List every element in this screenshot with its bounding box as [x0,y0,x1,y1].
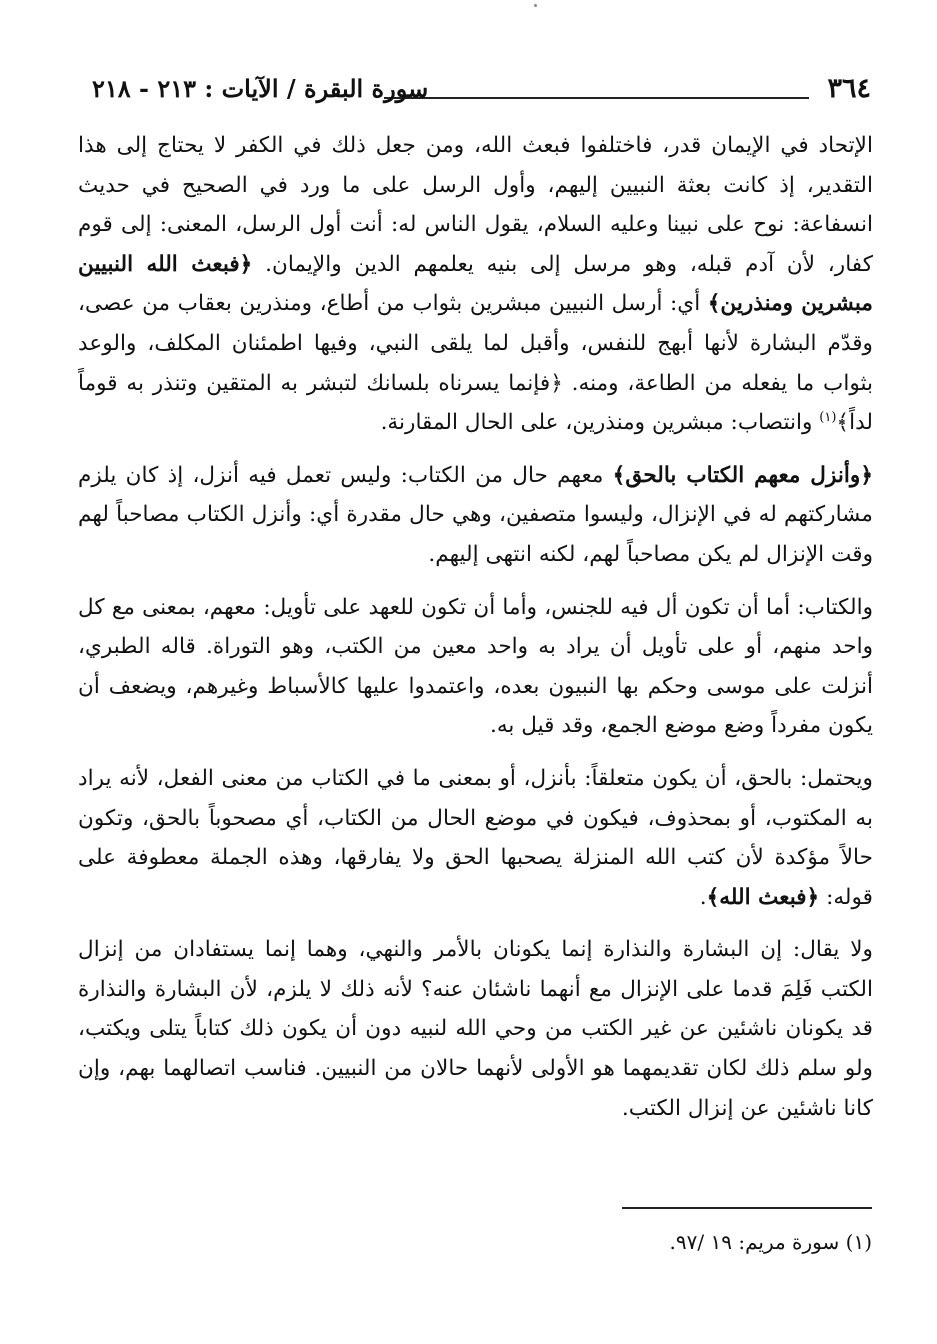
paragraph [78,456,873,575]
paragraph-text: أي: أرسل النبيين مبشرين بثواب من أطاع، ومنذرين بعقاب من عصى، وقدّم البشارة لأنها أبهج للنفس، وأقبل لما يلقى النبي، وفيها اطمئنان المكلف، والوعد بثواب ما يفعله من الطاعة، ومنه. [78,291,873,396]
paragraph [78,930,873,1128]
paragraph [78,126,873,443]
quranic-quote: ﴿فبعث الله﴾ [706,884,820,910]
page-header [92,70,871,110]
footnote: (١) سورة مريم: ١٩ /٩٧. [669,1230,872,1254]
quranic-quote: ﴿وأنزل معهم الكتاب بالحق﴾ [612,462,873,488]
body-text [78,126,873,1128]
paragraph-text: ويحتمل: بالحق، أن يكون متعلقاً: بأنزل، أو بمعنى ما في الكتاب من معنى الفعل، لأنه يراد به المكتوب، أو بمحذوف، فيكون في موضع الحال من الكتاب، أي مصحوباً بالحق، وتكون حالاً مؤكدة لأن كتب الله المنزلة يصحبها الحق ولا يفارقها، وهذه الجملة معطوفة على قوله: [78,765,873,910]
header-rule [384,97,809,99]
paragraph-text: . [699,884,707,910]
quranic-quote: ﴿فإنما يسرناه بلسانك لتبشر به المتقين وتنذر به قوماً لداً﴾ [78,370,873,436]
paragraph-text: الإتحاد في الإيمان قدر، فاختلفوا فبعث الله، ومن جعل ذلك في الكفر لا يحتاج إلى هذا التقدير، إذ كانت بعثة النبيين إليهم، وأول الرسل على ما ورد في الصحيح في حديث انسفاعة: نوح على نبينا وعليه السلام، يقول الناس له: أنت أول الرسل، المعنى: إلى قوم كفار، لأن آدم قبله، وهو مرسل إلى بنيه يعلمهم الدين والإيمان. [78,133,873,277]
paragraph-text: وانتصاب: مبشرين ومنذرين، على الحال المقارنة. [380,410,820,436]
footnote-rule [622,1207,872,1209]
quranic-quote: ﴿فبعث الله النبيين مبشرين ومنذرين﴾ [78,251,873,317]
paragraph-text: والكتاب: أما أن تكون أل فيه للجنس، وأما أن تكون للعهد على تأويل: معهم، بمعنى مع كل واحد منهم، أو على تأويل أن يراد به واحد معين من الكتب، وهو التوراة. قاله الطبري، أنزلت على موسى وحكم بها النبيون بعده، واعتمدوا عليها كالأسباط وغيرهم، ويضعف أن يكون مفرداً وضع موضع الجمع، وقد قيل به. [78,594,873,739]
paragraph [78,588,873,746]
running-title: سورة البقرة / الآيات : ٢١٣ - ٢١٨ [92,74,429,103]
paragraph-text: ولا يقال: إن البشارة والنذارة إنما يكونان بالأمر والنهي، وهما إنما يستفادان من إنزال الكتب فَلِمَ قدما على الإنزال مع أنهما ناشئان عنه؟ لأنه ذلك لا يلزم، لأن البشارة والنذارة قد يكونان ناشئين عن غير الكتب من وحي الله لنبيه دون أن يكون ذلك كتاباً يتلى ويكتب، ولو سلم ذلك لكان تقديمهما هو الأولى لأنهما حالان من النبيين. فناسب اتصالهما بهم، وإن كانا ناشئين عن إنزال الكتب. [78,937,873,1121]
paragraph [78,759,873,917]
paragraph-text: معهم حال من الكتاب: وليس تعمل فيه أنزل، إذ كان يلزم مشاركتهم له في الإنزال، وليسوا متصفين، وهي حال مقدرة أي: وأنزل الكتاب مصاحباً لهم وقت الإنزال لم يكن مصاحباً لهم، لكنه انتهى إليهم. [78,462,873,567]
page-number: ٣٦٤ [827,73,871,104]
scan-speck [534,4,537,7]
footnote-reference: (١) [819,409,837,425]
